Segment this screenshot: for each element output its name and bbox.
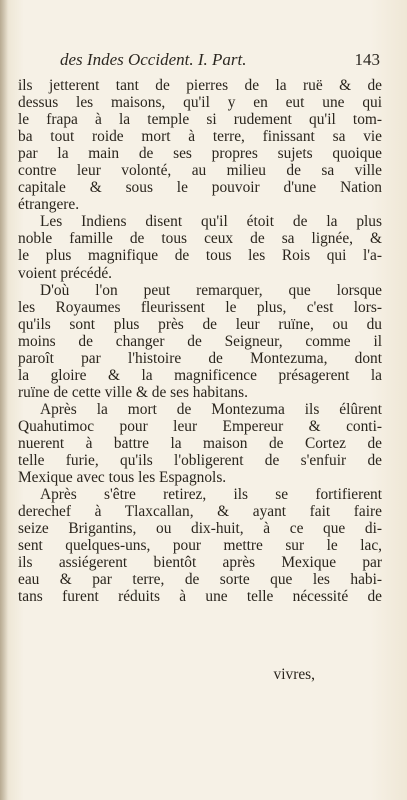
text-line: dessus les maisons, qu'il y en eut une qui <box>18 94 382 112</box>
text-line: telle furie, qu'ils l'obligerent de s'enfuir de <box>18 452 382 470</box>
text-line: le plus magnifique de tous les Rois qui l'a- <box>18 247 382 265</box>
text-line: moins de changer de Seigneur, comme il <box>18 332 382 350</box>
catchword-line <box>18 666 315 684</box>
paragraph-1 <box>18 77 382 213</box>
paragraph-3 <box>18 282 382 401</box>
text-line: la gloire & la magnificence présagerent la <box>18 366 382 384</box>
paragraph-4 <box>18 401 382 486</box>
running-title: des Indes Occident. I. Part. <box>60 50 247 69</box>
text-line: noble famille de tous ceux de sa lignée, & <box>18 230 382 248</box>
running-head <box>60 50 380 72</box>
text-line: ruïne de cette ville & de ses habitans. <box>18 383 248 401</box>
text-line: tans furent réduits à une telle nécessité de <box>18 588 382 606</box>
text-line: capitale & sous le pouvoir d'une Nation <box>18 179 382 197</box>
text-line: ils assiégerent bientôt après Mexique par <box>18 554 382 572</box>
text-line: paroît par l'histoire de Montezuma, dont <box>18 349 382 367</box>
text-line: eau & par terre, de sorte que les habi- <box>18 571 382 589</box>
body-text <box>18 77 382 605</box>
text-line: les Royaumes fleurissent le plus, c'est lors- <box>18 298 382 316</box>
paragraph-5 <box>18 486 382 605</box>
text-line: Après la mort de Montezuma ils élûrent <box>40 400 382 418</box>
text-line: qu'ils sont plus près de leur ruïne, ou du <box>18 315 382 333</box>
text-line: contre leur volonté, au milieu de sa ville <box>18 162 382 180</box>
text-line: voient précédé. <box>18 264 113 282</box>
text-line: Après s'être retirez, ils se fortifierent <box>40 486 382 504</box>
text-line: ils jetterent tant de pierres de la ruë & de <box>18 77 382 94</box>
text-line: Quahutimoc pour leur Empereur & conti- <box>18 417 382 435</box>
text-line: seize Brigantins, ou dix-huit, à ce que di- <box>18 520 382 538</box>
text-line: Mexique avec tous les Espagnols. <box>18 469 227 487</box>
gutter-shadow <box>0 0 8 800</box>
paragraph-2 <box>18 213 382 281</box>
text-line: ba tout roide mort à terre, finissant sa vie <box>18 128 382 146</box>
text-line: étrangere. <box>18 196 80 214</box>
text-line: Les Indiens disent qu'il étoit de la plus <box>40 213 382 231</box>
text-line: derechef à Tlaxcallan, & ayant fait faire <box>18 503 382 521</box>
page-number: 143 <box>354 50 380 69</box>
text-line: sent quelques-uns, pour mettre sur le lac, <box>18 537 382 555</box>
catchword: vivres, <box>273 666 315 683</box>
text-line: par la main de ses propres sujets quoique <box>18 145 382 163</box>
text-line: nuerent à battre la maison de Cortez de <box>18 434 382 452</box>
text-line: D'où l'on peut remarquer, que lorsque <box>40 281 382 299</box>
text-line: le frapa à la temple si rudement qu'il tom- <box>18 111 382 129</box>
